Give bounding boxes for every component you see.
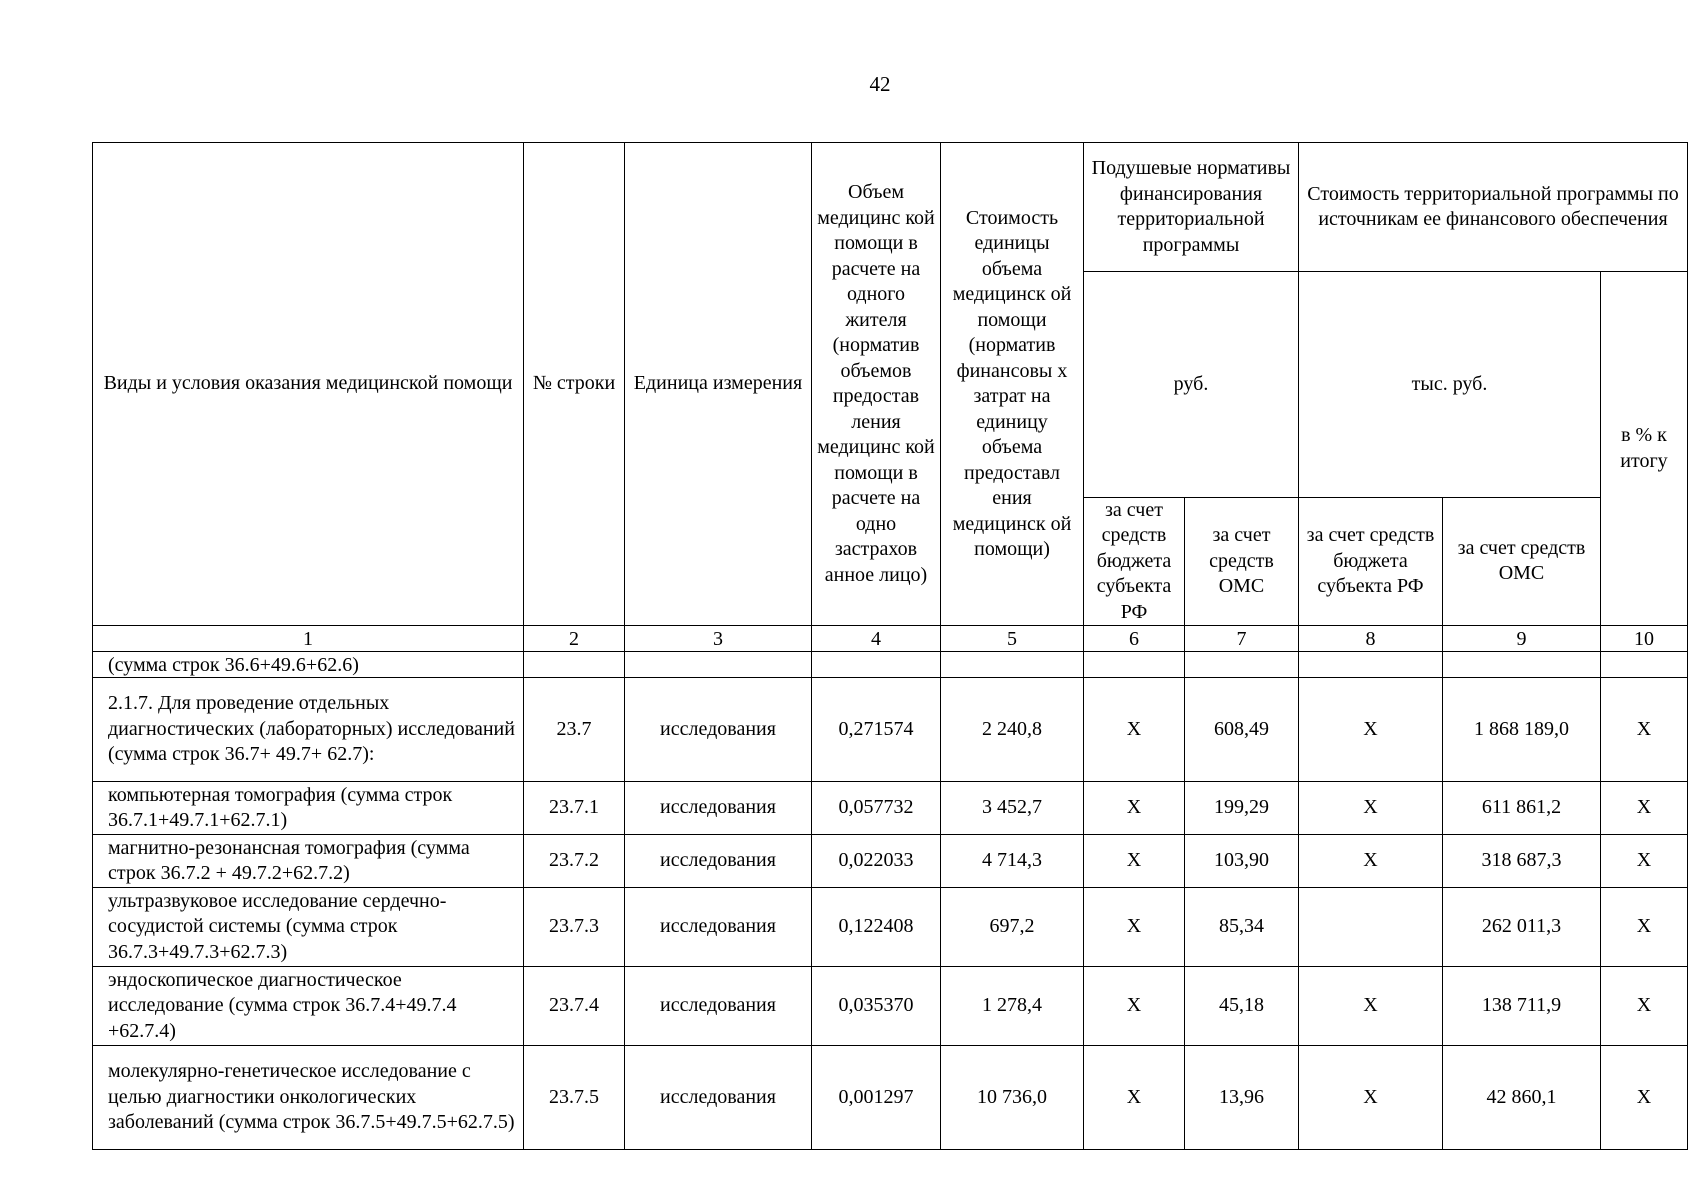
row-total-budget: Х bbox=[1299, 782, 1443, 835]
row-line-number: 23.7.4 bbox=[524, 967, 625, 1046]
row-unit: исследования bbox=[625, 967, 812, 1046]
continuation-text: (сумма строк 36.6+49.6+62.6) bbox=[93, 652, 524, 678]
row-volume: 0,271574 bbox=[812, 678, 941, 782]
row-line-number: 23.7.2 bbox=[524, 835, 625, 888]
row-volume: 0,057732 bbox=[812, 782, 941, 835]
row-total-oms: 262 011,3 bbox=[1443, 888, 1601, 967]
row-name: эндоскопическое диагностическое исследование (сумма строк 36.7.4+49.7.4 +62.7.4) bbox=[93, 967, 524, 1046]
column-number: 3 bbox=[625, 626, 812, 652]
column-number: 4 bbox=[812, 626, 941, 652]
row-percent: Х bbox=[1601, 888, 1688, 967]
row-unit: исследования bbox=[625, 888, 812, 967]
row-percent: Х bbox=[1601, 782, 1688, 835]
row-total-budget: Х bbox=[1299, 967, 1443, 1046]
row-total-budget bbox=[1299, 888, 1443, 967]
column-number: 6 bbox=[1084, 626, 1185, 652]
column-number: 9 bbox=[1443, 626, 1601, 652]
table-row bbox=[93, 888, 1688, 967]
empty-cell bbox=[1601, 652, 1688, 678]
row-volume: 0,022033 bbox=[812, 835, 941, 888]
column-number: 5 bbox=[941, 626, 1084, 652]
row-unit-cost: 3 452,7 bbox=[941, 782, 1084, 835]
table-row bbox=[93, 835, 1688, 888]
row-total-oms: 138 711,9 bbox=[1443, 967, 1601, 1046]
row-percapita-oms: 13,96 bbox=[1185, 1046, 1299, 1150]
header-col6: за счет средств бюджета субъекта РФ bbox=[1084, 497, 1185, 626]
row-percapita-oms: 103,90 bbox=[1185, 835, 1299, 888]
row-unit-cost: 1 278,4 bbox=[941, 967, 1084, 1046]
row-total-budget: Х bbox=[1299, 1046, 1443, 1150]
column-number: 2 bbox=[524, 626, 625, 652]
row-line-number: 23.7.3 bbox=[524, 888, 625, 967]
header-col3: Единица измерения bbox=[625, 143, 812, 626]
row-percapita-budget: Х bbox=[1084, 1046, 1185, 1150]
header-group-percapita: Подушевые нормативы финансирования территориальной программы bbox=[1084, 143, 1299, 272]
row-percent: Х bbox=[1601, 678, 1688, 782]
financing-table bbox=[92, 142, 1688, 1150]
row-percapita-oms: 608,49 bbox=[1185, 678, 1299, 782]
header-col8: за счет средств бюджета субъекта РФ bbox=[1299, 497, 1443, 626]
row-total-oms: 42 860,1 bbox=[1443, 1046, 1601, 1150]
header-col4: Объем медицинс кой помощи в расчете на одного жителя (норматив объемов предостав ления медицинс кой помощи в расчете на одно застрахов анное лицо) bbox=[812, 143, 941, 626]
row-unit-cost: 10 736,0 bbox=[941, 1046, 1084, 1150]
row-total-oms: 318 687,3 bbox=[1443, 835, 1601, 888]
row-line-number: 23.7.1 bbox=[524, 782, 625, 835]
row-percent: Х bbox=[1601, 967, 1688, 1046]
row-line-number: 23.7.5 bbox=[524, 1046, 625, 1150]
page-number: 42 bbox=[869, 72, 891, 96]
table-row bbox=[93, 678, 1688, 782]
table-row bbox=[93, 967, 1688, 1046]
row-percent: Х bbox=[1601, 835, 1688, 888]
header-col5: Стоимость единицы объема медицинск ой помощи (норматив финансовы х затрат на единицу объема предоставл ения медицинск ой помощи) bbox=[941, 143, 1084, 626]
empty-cell bbox=[1185, 652, 1299, 678]
header-col7: за счет средств ОМС bbox=[1185, 497, 1299, 626]
row-percapita-budget: Х bbox=[1084, 888, 1185, 967]
header-col10: в % к итогу bbox=[1601, 272, 1688, 626]
header-col1: Виды и условия оказания медицинской помощи bbox=[93, 143, 524, 626]
header-row-groups bbox=[93, 143, 1688, 272]
row-unit-cost: 2 240,8 bbox=[941, 678, 1084, 782]
row-total-oms: 1 868 189,0 bbox=[1443, 678, 1601, 782]
column-number-row bbox=[93, 626, 1688, 652]
table-row bbox=[93, 782, 1688, 835]
row-unit: исследования bbox=[625, 835, 812, 888]
empty-cell bbox=[524, 652, 625, 678]
row-name: магнитно-резонансная томография (сумма строк 36.7.2 + 49.7.2+62.7.2) bbox=[93, 835, 524, 888]
row-percent: Х bbox=[1601, 1046, 1688, 1150]
row-name: компьютерная томография (сумма строк 36.7.1+49.7.1+62.7.1) bbox=[93, 782, 524, 835]
empty-cell bbox=[812, 652, 941, 678]
row-percapita-oms: 45,18 bbox=[1185, 967, 1299, 1046]
row-unit-cost: 4 714,3 bbox=[941, 835, 1084, 888]
header-unit-rub: руб. bbox=[1084, 272, 1299, 498]
header-col2: № строки bbox=[524, 143, 625, 626]
empty-cell bbox=[1443, 652, 1601, 678]
row-line-number: 23.7 bbox=[524, 678, 625, 782]
row-volume: 0,122408 bbox=[812, 888, 941, 967]
row-percapita-budget: Х bbox=[1084, 835, 1185, 888]
row-percapita-budget: Х bbox=[1084, 678, 1185, 782]
table-row bbox=[93, 1046, 1688, 1150]
row-unit-cost: 697,2 bbox=[941, 888, 1084, 967]
row-total-budget: Х bbox=[1299, 678, 1443, 782]
continuation-row bbox=[93, 652, 1688, 678]
header-col9: за счет средств ОМС bbox=[1443, 497, 1601, 626]
row-percapita-oms: 199,29 bbox=[1185, 782, 1299, 835]
empty-cell bbox=[941, 652, 1084, 678]
header-group-cost: Стоимость территориальной программы по источникам ее финансового обеспечения bbox=[1299, 143, 1688, 272]
column-number: 1 bbox=[93, 626, 524, 652]
column-number: 10 bbox=[1601, 626, 1688, 652]
row-name: 2.1.7. Для проведение отдельных диагностических (лабораторных) исследований (сумма строк 36.7+ 49.7+ 62.7): bbox=[93, 678, 524, 782]
row-name: ультразвуковое исследование сердечно-сосудистой системы (сумма строк 36.7.3+49.7.3+62.7.3) bbox=[93, 888, 524, 967]
row-volume: 0,035370 bbox=[812, 967, 941, 1046]
row-total-budget: Х bbox=[1299, 835, 1443, 888]
empty-cell bbox=[1084, 652, 1185, 678]
row-unit: исследования bbox=[625, 782, 812, 835]
row-total-oms: 611 861,2 bbox=[1443, 782, 1601, 835]
column-number: 7 bbox=[1185, 626, 1299, 652]
empty-cell bbox=[625, 652, 812, 678]
row-percapita-oms: 85,34 bbox=[1185, 888, 1299, 967]
row-unit: исследования bbox=[625, 678, 812, 782]
row-percapita-budget: Х bbox=[1084, 782, 1185, 835]
row-unit: исследования bbox=[625, 1046, 812, 1150]
header-unit-thousand: тыс. руб. bbox=[1299, 272, 1601, 498]
row-name: молекулярно-генетическое исследование с целью диагностики онкологических заболеваний (сумма строк 36.7.5+49.7.5+62.7.5) bbox=[93, 1046, 524, 1150]
empty-cell bbox=[1299, 652, 1443, 678]
column-number: 8 bbox=[1299, 626, 1443, 652]
row-percapita-budget: Х bbox=[1084, 967, 1185, 1046]
row-volume: 0,001297 bbox=[812, 1046, 941, 1150]
